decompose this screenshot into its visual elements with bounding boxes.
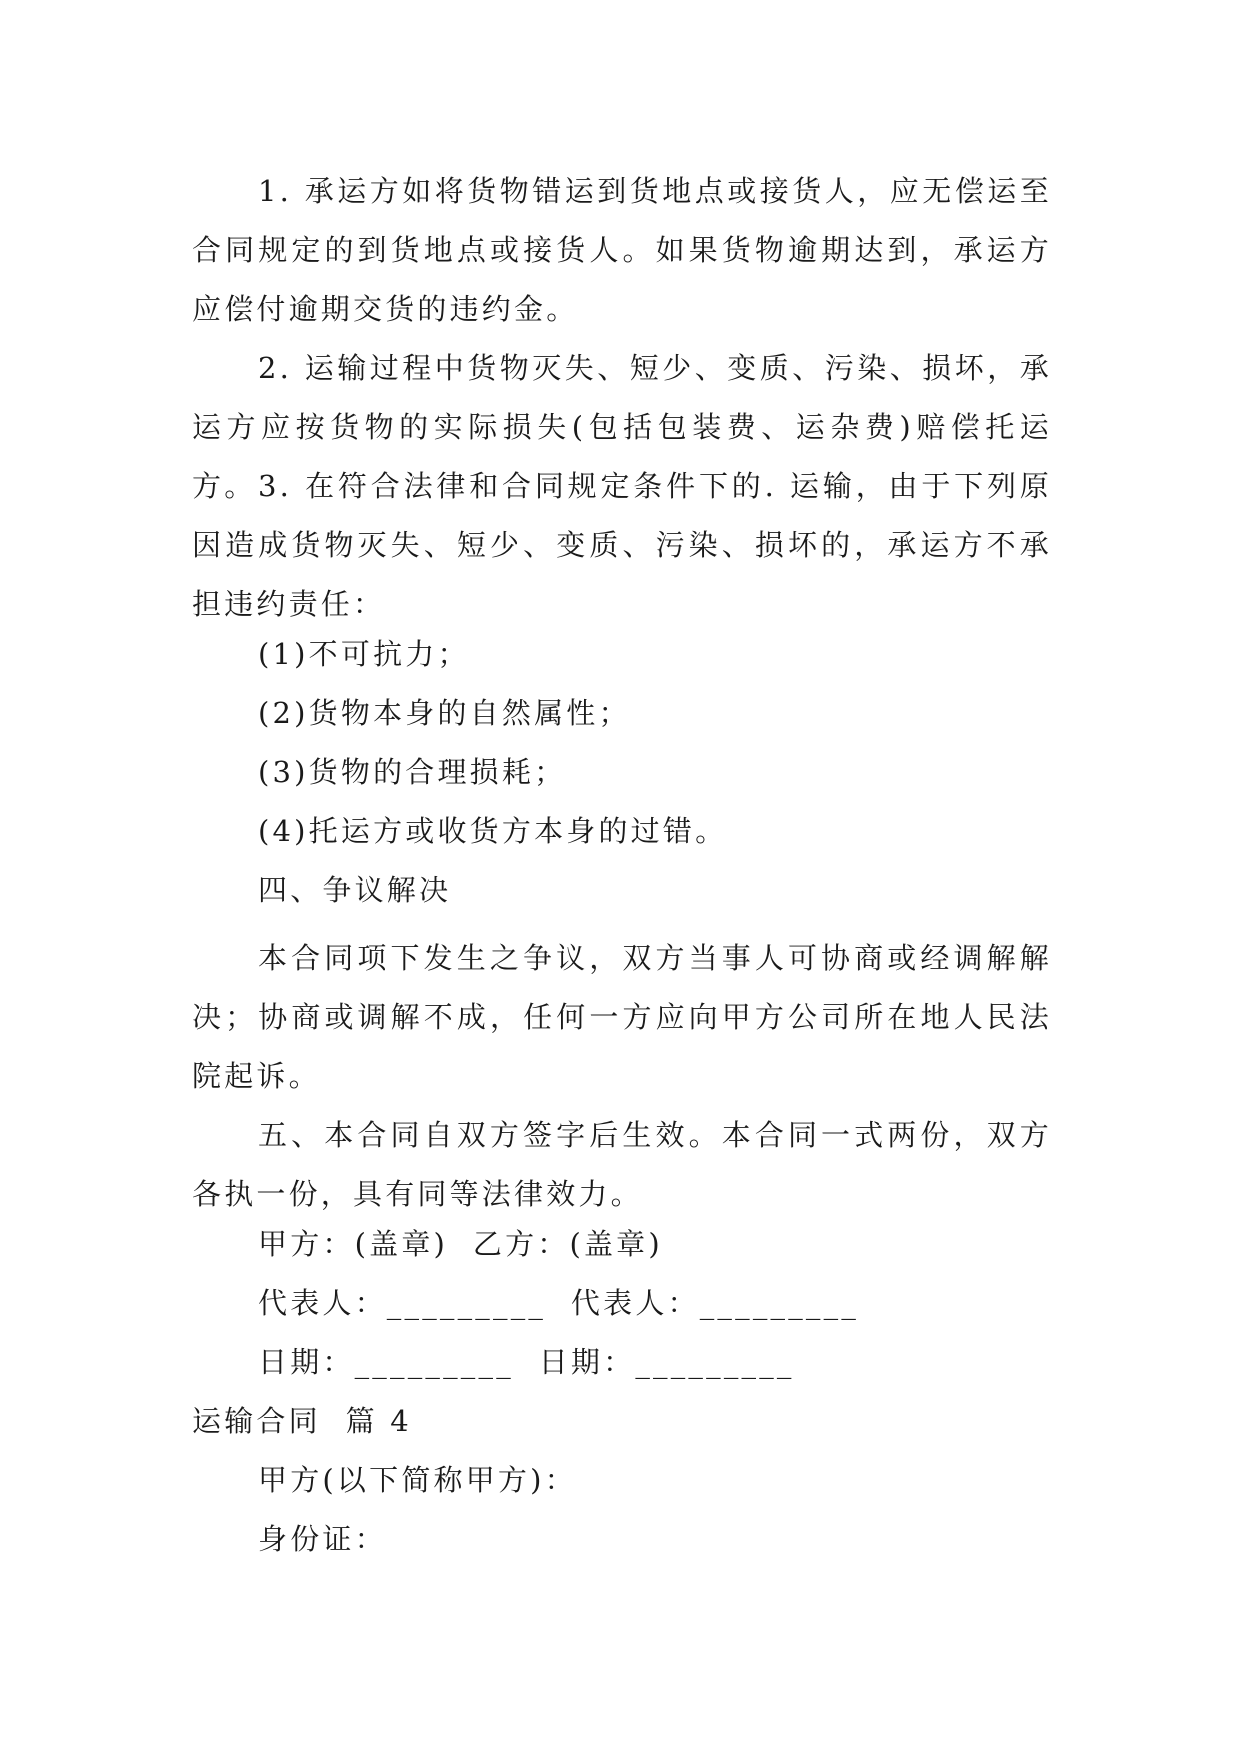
section-4-title: 四、争议解决 [258, 873, 452, 907]
representative-line: 代表人：_________ 代表人：_________ [258, 1286, 860, 1320]
id-card-line: 身份证： [258, 1522, 387, 1556]
section-4-body: 本合同项下发生之争议，双方当事人可协商或经调解解决；协商或调解不成，任何一方应向甲方公司所在地人民法院起诉。 [192, 941, 1052, 1093]
list-item-4: (4)托运方或收货方本身的过错。 [258, 814, 728, 848]
list-item-3: (3)货物的合理损耗； [258, 755, 567, 789]
list-item-1: (1)不可抗力； [258, 637, 470, 671]
next-contract-heading: 运输合同 篇 4 [192, 1404, 412, 1438]
party-a-line: 甲方(以下简称甲方)： [258, 1463, 577, 1497]
clause-1: 1. 承运方如将货物错运到货地点或接货人，应无偿运至合同规定的到货地点或接货人。如果货物逾期达到，承运方应偿付逾期交货的违约金。 [192, 174, 1052, 326]
list-item-2: (2)货物本身的自然属性； [258, 696, 631, 730]
seal-line: 甲方：(盖章) 乙方：(盖章) [258, 1227, 663, 1261]
section-5: 五、本合同自双方签字后生效。本合同一式两份，双方各执一份，具有同等法律效力。 [192, 1118, 1052, 1211]
date-line: 日期：_________ 日期：_________ [258, 1345, 795, 1379]
clause-2: 2. 运输过程中货物灭失、短少、变质、污染、损坏，承运方应按货物的实际损失(包括包装费、运杂费)赔偿托运方。 [192, 351, 1052, 503]
clause-3: 3. 在符合法律和合同规定条件下的. 运输，由于下列原因造成货物灭失、短少、变质、污染、损坏的，承运方不承担违约责任： [192, 469, 1052, 621]
